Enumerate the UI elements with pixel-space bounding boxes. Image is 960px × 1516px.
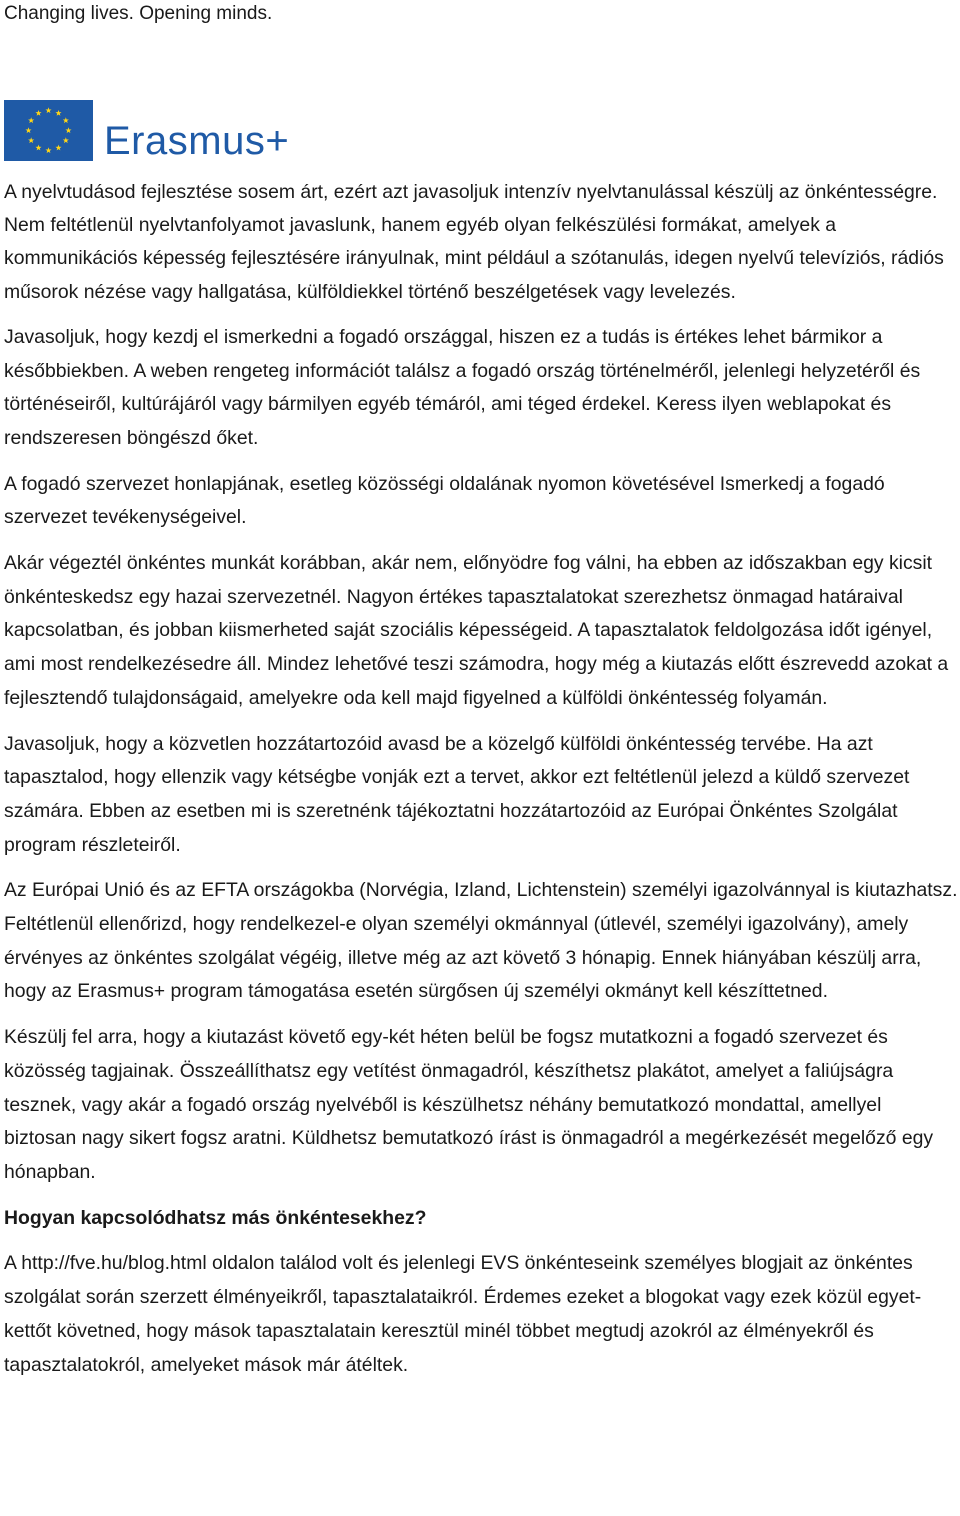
blog-text: oldalon találod volt és jelenlegi EVS önkénteseink személyes blogjait az önkéntes szolgálat során szerzett élményeikről, tapasztalataikról. Érdemes ezeket a blogokat vagy ezek közül egyet-kettőt követned, hogy mások tapasztalatain keresztül minél többet megtudj azokról az élményekről és tapasztalatokról, amelyeket mások már átéltek. [4,1252,922,1376]
paragraph-documents: Az Európai Unió és az EFTA országokba (Norvégia, Izland, Lichtenstein) személyi igazolvánnyal is kiutazhatsz. Feltétlenül ellenőrizd, hogy rendelkezel-e olyan személyi okmánnyal (útlevél, személyi igazolvány), amely érvényes az önkéntes szolgálat végéig, illetve még az azt követő 3 hónapig. Ennek hiányában készülj arra, hogy az Erasmus+ program támogatása esetén sürgősen új személyi okmányt kell készíttetned. [4,879,958,1003]
paragraph-blogs [4,1247,958,1382]
paragraph-introduction: Készülj fel arra, hogy a kiutazást követő egy-két héten belül be fogsz mutatkozni a fogadó szervezet és közösség tagjainak. Összeállíthatsz egy vetítést önmagadról, készíthetsz plakátot, amelyet a faliújságra tesznek, vagy akár a fogadó ország nyelvéből is készülhetsz néhány bemutatkozó mondattal, amellyel biztosan nagy sikert fogsz aratni. Küldhetsz bemutatkozó írást is önmagadról a megérkezését megelőző egy hónapban. [4,1026,934,1183]
paragraph-volunteering: Akár végeztél önkéntes munkát korábban, akár nem, előnyödre fog válni, ha ebben az időszakban egy kicsit önkénteskedsz egy hazai szervezetnél. Nagyon értékes tapasztalatokat szerezhetsz önmagad határaival kapcsolatban, és jobban kiismerheted saját szociális képességeid. A tapasztalatok feldolgozása időt igényel, ami most rendelkezésedre áll. Mindez lehetővé teszi számodra, hogy még a kiutazás előtt észrevedd azokat a fejlesztendő tulajdonságaid, amelyekre oda kell majd figyelned a külföldi önkéntesség folyamán. [4,552,949,709]
erasmus-logo [4,99,289,161]
eu-flag-icon [4,100,93,161]
paragraph-family: Javasoljuk, hogy a közvetlen hozzátartozóid avasd be a közelgő külföldi önkéntesség tervébe. Ha azt tapasztalod, hogy ellenzik vagy kétségbe vonják ezt a tervet, akkor ezt feltétlenül jelezd a küldő szervezet számára. Ebben az esetben mi is szeretnénk tájékoztatni hozzátartozóid az Európai Önkéntes Szolgálat program részleteiről. [4,732,910,856]
blog-link[interactable]: http://fve.hu/blog.html [21,1252,207,1275]
blog-prefix: A [4,1252,22,1275]
paragraph-language: A nyelvtudásod fejlesztése sosem árt, ezért azt javasoljuk intenzív nyelvtanulással készülj az önkéntességre. Nem feltétlenül nyelvtanfolyamot javaslunk, hanem egyéb olyan felkészülési formákat, amelyek a kommunikációs képesség fejlesztésére irányulnak, mint például a szótanulás, idegen nyelvű televíziós, rádiós műsorok nézése vagy hallgatása, külföldiekkel történő beszélgetések vagy levelezés. [4,181,944,303]
paragraph-host-organization: A fogadó szervezet honlapjának, esetleg közösségi oldalának nyomon követésével Ismerkedj a fogadó szervezet tevékenységeivel. [4,472,885,529]
section-heading: Hogyan kapcsolódhatsz más önkéntesekhez? [4,1206,427,1229]
logo-text: Erasmus+ [104,119,290,163]
tagline: Changing lives. Opening minds. [4,3,273,24]
paragraph-host-country: Javasoljuk, hogy kezdj el ismerkedni a fogadó országgal, hiszen ez a tudás is értékes lehet bármikor a későbbiekben. A weben rengeteg információt találsz a fogadó ország történelméről, jelenlegi helyzetéről és történéseiről, kultúrájáról vagy bármilyen egyéb témáról, ami téged érdekel. Keress ilyen weblapokat és rendszeresen böngészd őket. [4,325,921,449]
main-content [4,176,958,1394]
